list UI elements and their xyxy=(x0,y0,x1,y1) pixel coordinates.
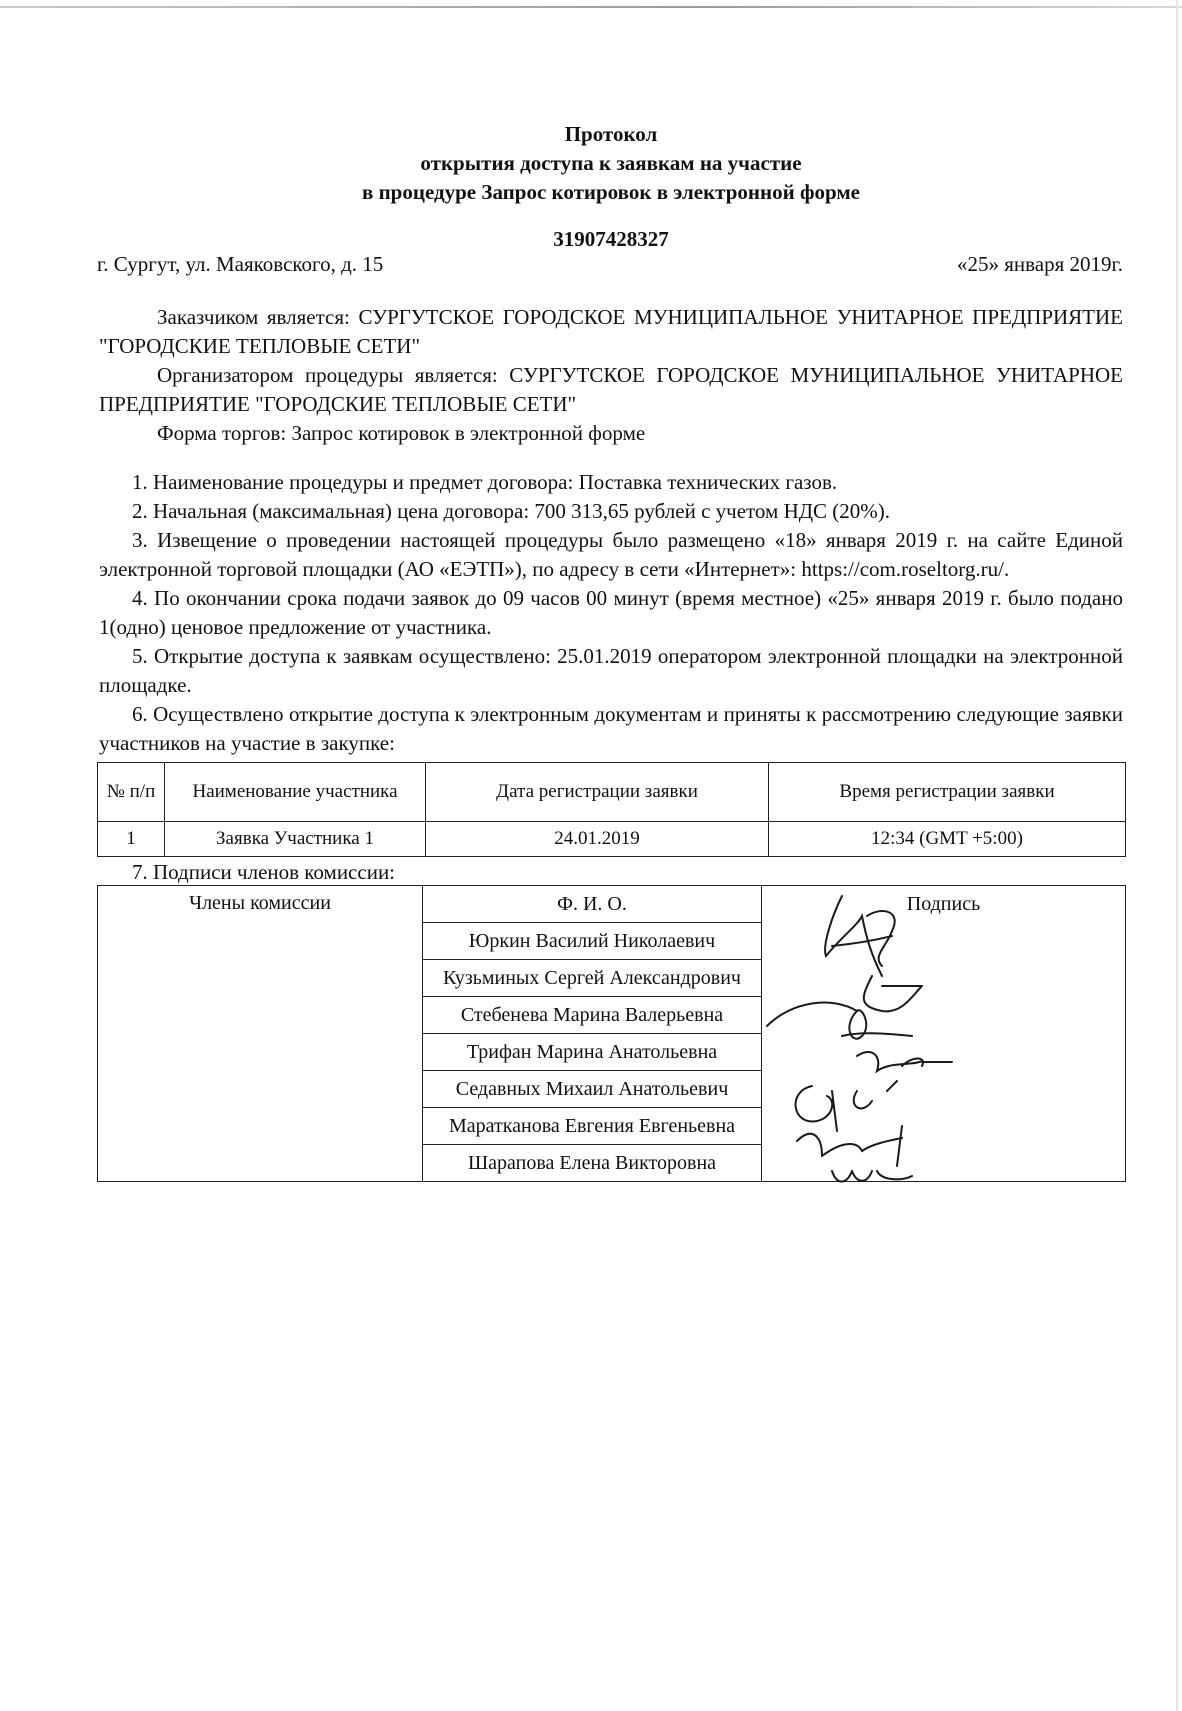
list-item: 6. Осуществлено открытие доступа к электронным документам и приняты к рассмотрению следующие заявки участников на участие в закупке: xyxy=(99,702,1123,755)
table-row xyxy=(98,822,1126,857)
member-name: Кузьминых Сергей Александрович xyxy=(423,960,762,997)
table-cell: 24.01.2019 xyxy=(426,822,769,857)
table-header-row xyxy=(98,763,1126,822)
registry-number: 31907428327 xyxy=(553,227,669,251)
title-line-2: открытия доступа к заявкам на участие xyxy=(420,151,802,175)
column-header: № п/п xyxy=(98,763,165,822)
signature-6 xyxy=(797,1126,902,1166)
signature-3 xyxy=(767,1003,912,1039)
column-header: Члены комиссии xyxy=(98,886,423,1182)
title-line-1: Протокол xyxy=(564,122,658,146)
signature-4 xyxy=(857,1052,952,1071)
items-list xyxy=(99,468,1123,758)
column-header: Дата регистрации заявки xyxy=(426,763,769,822)
signature-5 xyxy=(796,1081,897,1131)
document-page xyxy=(99,120,1123,1182)
member-name: Стебенева Марина Валерьевна xyxy=(423,997,762,1034)
handwritten-signatures xyxy=(762,886,1038,1186)
table-cell: 12:34 (GMT +5:00) xyxy=(769,822,1126,857)
member-name: Седавных Михаил Анатольевич xyxy=(423,1071,762,1108)
column-header: Наименование участника xyxy=(165,763,426,822)
member-name: Маратканова Евгения Евгеньевна xyxy=(423,1108,762,1145)
signatures-title: 7. Подписи членов комиссии: xyxy=(132,860,396,884)
member-name: Шарапова Елена Викторовна xyxy=(423,1145,762,1182)
list-item: 1. Наименование процедуры и предмет договора: Поставка технических газов. xyxy=(132,470,838,494)
table-header-row xyxy=(98,886,1126,923)
form-paragraph: Форма торгов: Запрос котировок в электронной форме xyxy=(157,421,646,445)
column-header: Время регистрации заявки xyxy=(769,763,1126,822)
column-header: Ф. И. О. xyxy=(423,886,762,923)
table-cell: 1 xyxy=(98,822,165,857)
customer-paragraph: Заказчиком является: СУРГУТСКОЕ ГОРОДСКОЕ МУНИЦИПАЛЬНОЕ УНИТАРНОЕ ПРЕДПРИЯТИЕ "ГОРОДСКИЕ ТЕПЛОВЫЕ СЕТИ" xyxy=(99,305,1123,358)
list-item: 5. Открытие доступа к заявкам осуществлено: 25.01.2019 оператором электронной площадки на электронной площадке. xyxy=(99,644,1123,697)
member-name: Трифан Марина Анатольевна xyxy=(423,1034,762,1071)
signature-2 xyxy=(864,976,922,1011)
column-header: Подпись xyxy=(906,893,981,915)
organizer-paragraph: Организатором процедуры является: СУРГУТСКОЕ ГОРОДСКОЕ МУНИЦИПАЛЬНОЕ УНИТАРНОЕ ПРЕДПРИЯТИЕ "ГОРОДСКИЕ ТЕПЛОВЫЕ СЕТИ" xyxy=(99,363,1123,416)
signature-column xyxy=(762,886,1126,1182)
document-title xyxy=(99,120,1123,207)
list-item: 2. Начальная (максимальная) цена договора: 700 313,65 рублей с учетом НДС (20%). xyxy=(132,499,891,523)
commission-table xyxy=(97,885,1126,1182)
place: г. Сургут, ул. Маяковского, д. 15 xyxy=(97,252,384,276)
list-item: 3. Извещение о проведении настоящей процедуры было размещено «18» января 2019 г. на сайте Единой электронной торговой площадки (АО «ЕЭТП»), по адресу в сети «Интернет»: https://com.roseltorg.ru/. xyxy=(99,528,1123,581)
place-date-row xyxy=(97,251,1123,277)
scan-edge xyxy=(0,6,1182,8)
scan-edge-right xyxy=(1176,0,1178,1711)
document-date: «25» января 2019г. xyxy=(956,252,1123,276)
table-cell: Заявка Участника 1 xyxy=(165,822,426,857)
title-line-3: в процедуре Запрос котировок в электронной форме xyxy=(361,180,860,204)
list-item: 4. По окончании срока подачи заявок до 09 часов 00 минут (время местное) «25» января 2019 г. было подано 1(одно) ценовое предложение от участника. xyxy=(99,586,1123,639)
applications-table xyxy=(97,762,1126,857)
member-name: Юркин Василий Николаевич xyxy=(423,923,762,960)
signature-7 xyxy=(832,1171,912,1182)
